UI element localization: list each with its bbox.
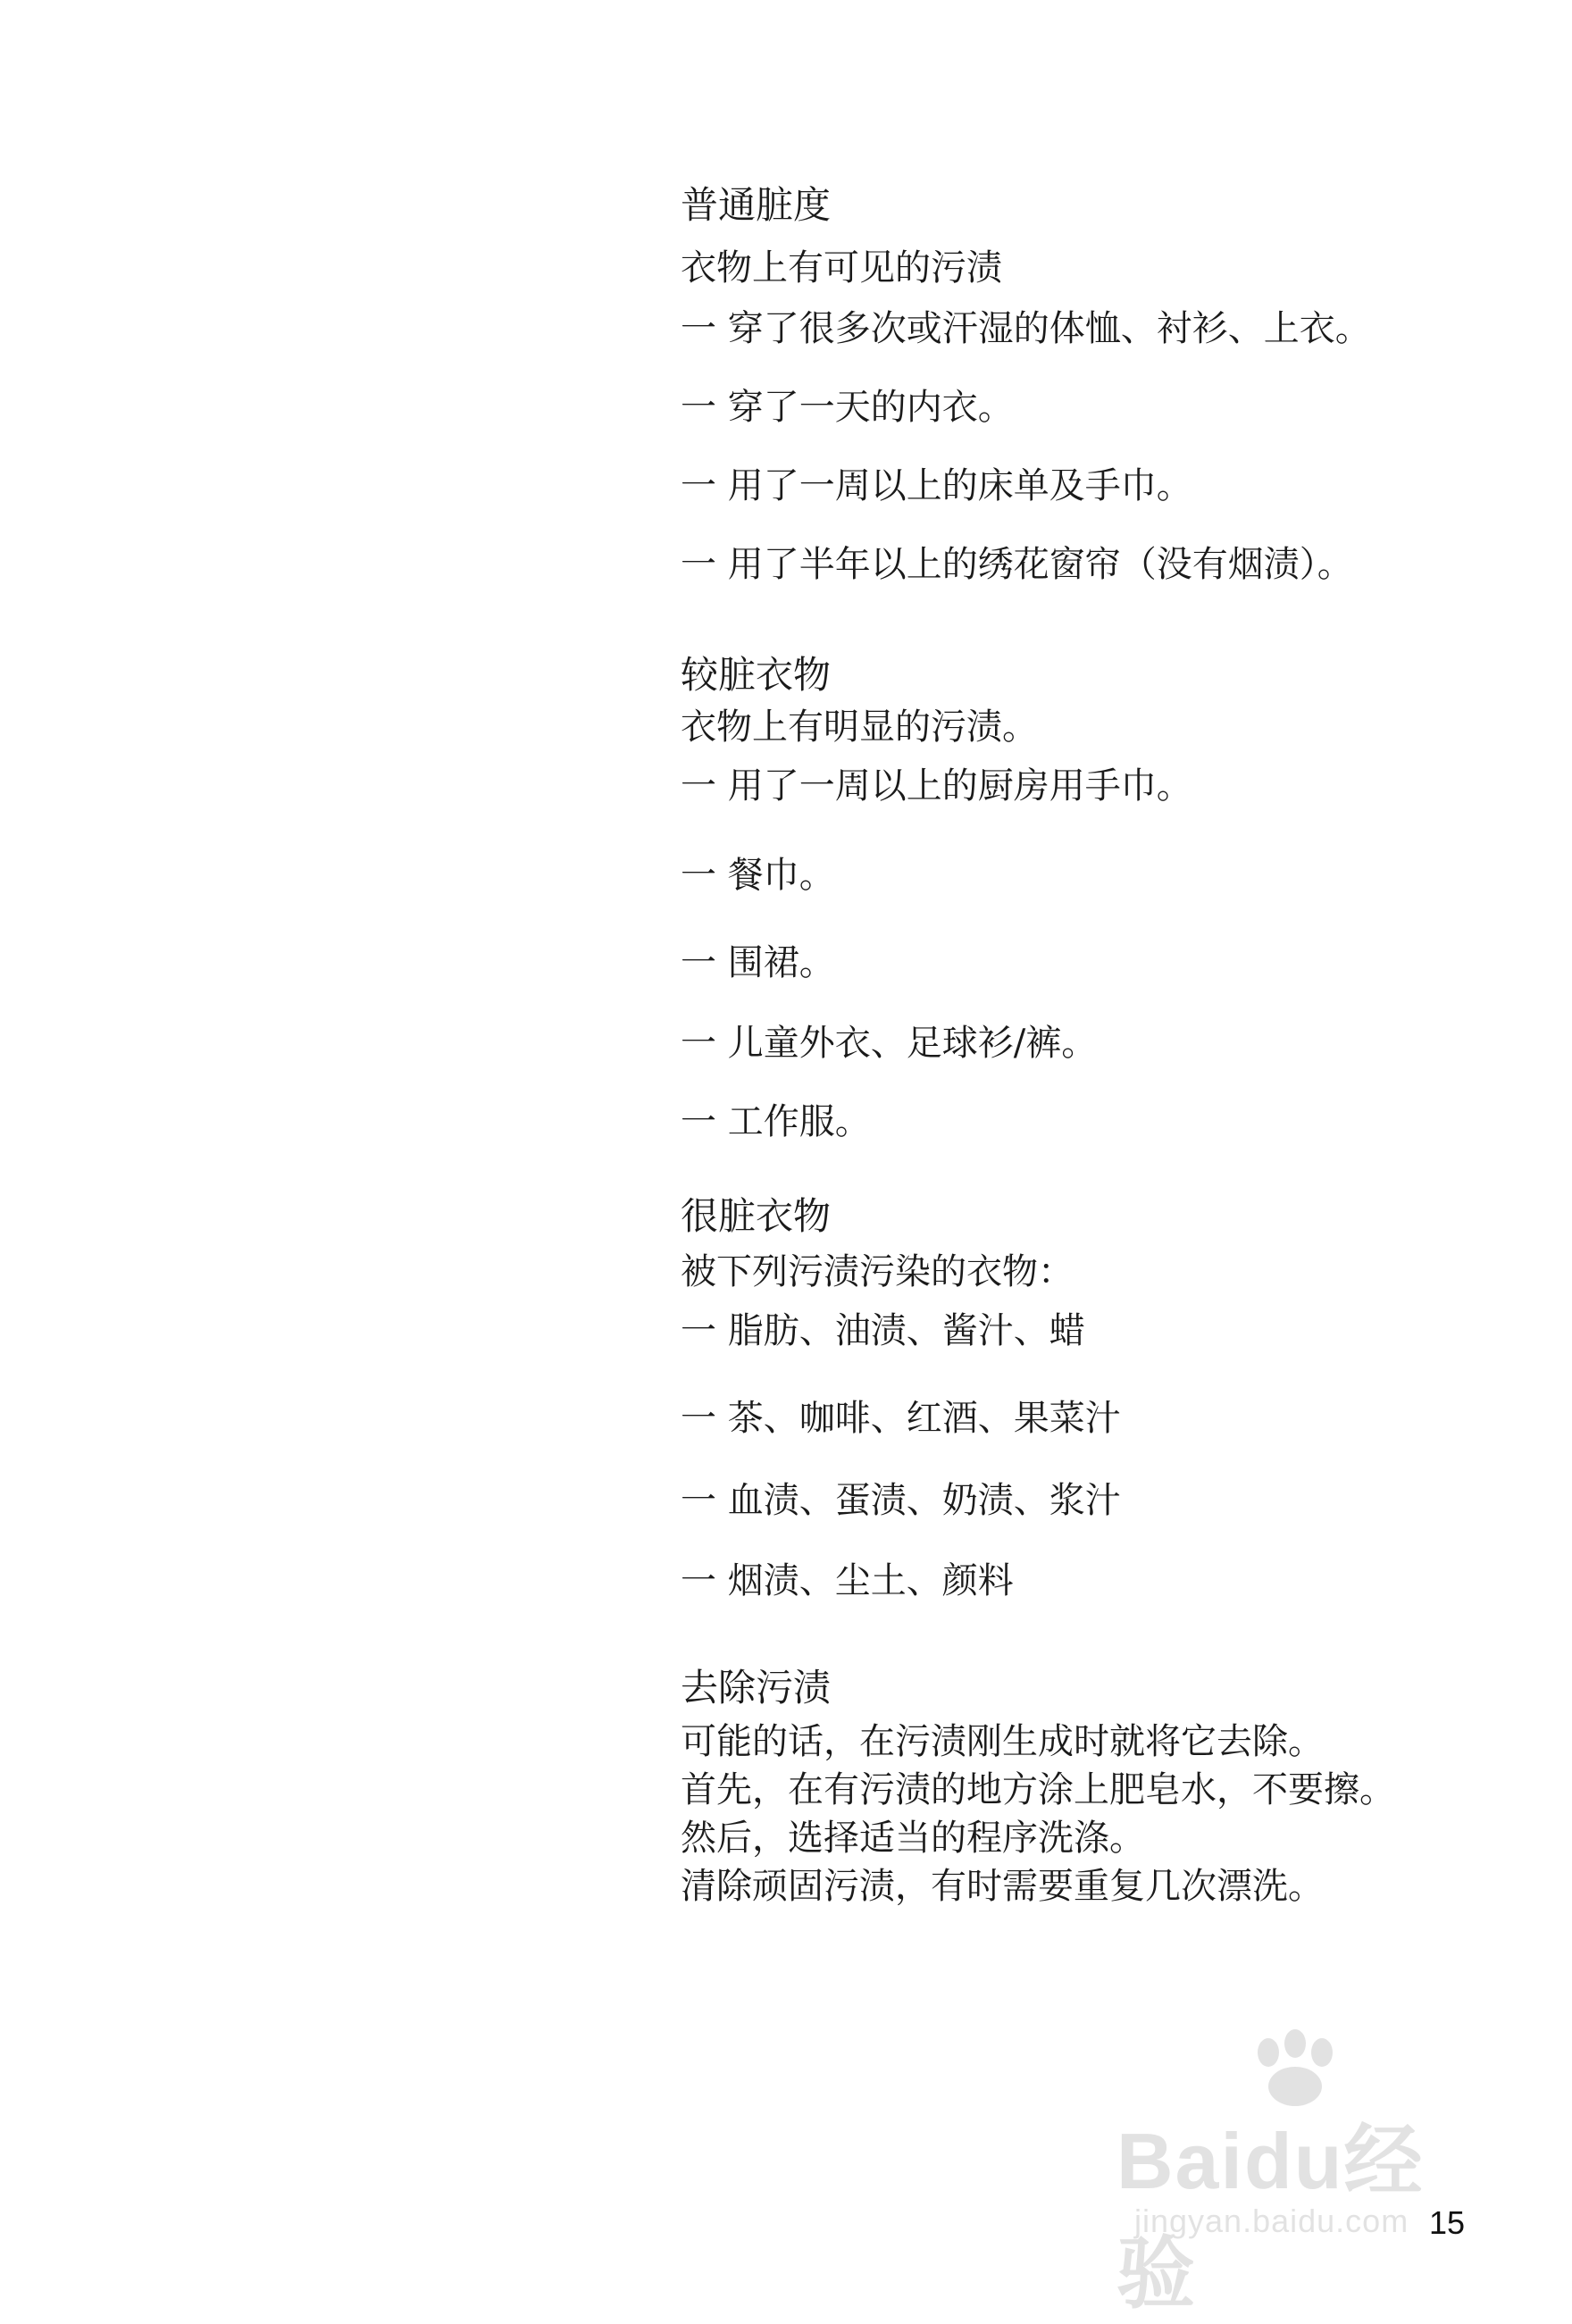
section-heading-very-dirty: 很脏衣物 bbox=[681, 1194, 832, 1238]
list-item: 一 茶、咖啡、红酒、果菜汁 bbox=[681, 1398, 1121, 1439]
list-item: 一 穿了一天的内衣。 bbox=[681, 387, 1014, 428]
list-item: 一 儿童外衣、足球衫/裤。 bbox=[681, 1023, 1098, 1064]
watermark-url: jingyan.baidu.com bbox=[1134, 2203, 1409, 2239]
list-item: 一 餐巾。 bbox=[681, 855, 835, 896]
list-item: 一 穿了很多次或汗湿的体恤、衬衫、上衣。 bbox=[681, 308, 1371, 349]
list-item: 一 烟渍、尘土、颜料 bbox=[681, 1560, 1014, 1601]
section-heading-dirtier: 较脏衣物 bbox=[681, 653, 832, 697]
list-item: 一 脂肪、油渍、酱汁、蜡 bbox=[681, 1310, 1085, 1351]
section-description-dirtier: 衣物上有明显的污渍。 bbox=[681, 706, 1038, 748]
list-item: 一 血渍、蛋渍、奶渍、浆汁 bbox=[681, 1480, 1121, 1521]
paragraph-line: 可能的话，在污渍刚生成时就将它去除。 bbox=[681, 1721, 1324, 1762]
section-description-very-dirty: 被下列污渍污染的衣物： bbox=[681, 1251, 1074, 1292]
list-item: 一 用了一周以上的厨房用手巾。 bbox=[681, 765, 1192, 807]
paragraph-line: 清除顽固污渍，有时需要重复几次漂洗。 bbox=[681, 1866, 1324, 1907]
page-number: 15 bbox=[1429, 2204, 1466, 2241]
paragraph-line: 首先，在有污渍的地方涂上肥皂水，不要擦。 bbox=[681, 1769, 1395, 1810]
list-item: 一 围裙。 bbox=[681, 942, 835, 983]
paw-logo-icon bbox=[1242, 2027, 1349, 2108]
list-item: 一 工作服。 bbox=[681, 1101, 871, 1142]
section-description-normal: 衣物上有可见的污渍 bbox=[681, 247, 1002, 288]
section-heading-normal: 普通脏度 bbox=[681, 183, 832, 227]
list-item: 一 用了一周以上的床单及手巾。 bbox=[681, 465, 1192, 506]
watermark-text: Baidu经验 bbox=[1116, 2117, 1425, 2318]
list-item: 一 用了半年以上的绣花窗帘（没有烟渍）。 bbox=[681, 544, 1353, 585]
section-heading-stain-removal: 去除污渍 bbox=[681, 1666, 832, 1710]
paragraph-line: 然后，选择适当的程序洗涤。 bbox=[681, 1818, 1145, 1859]
